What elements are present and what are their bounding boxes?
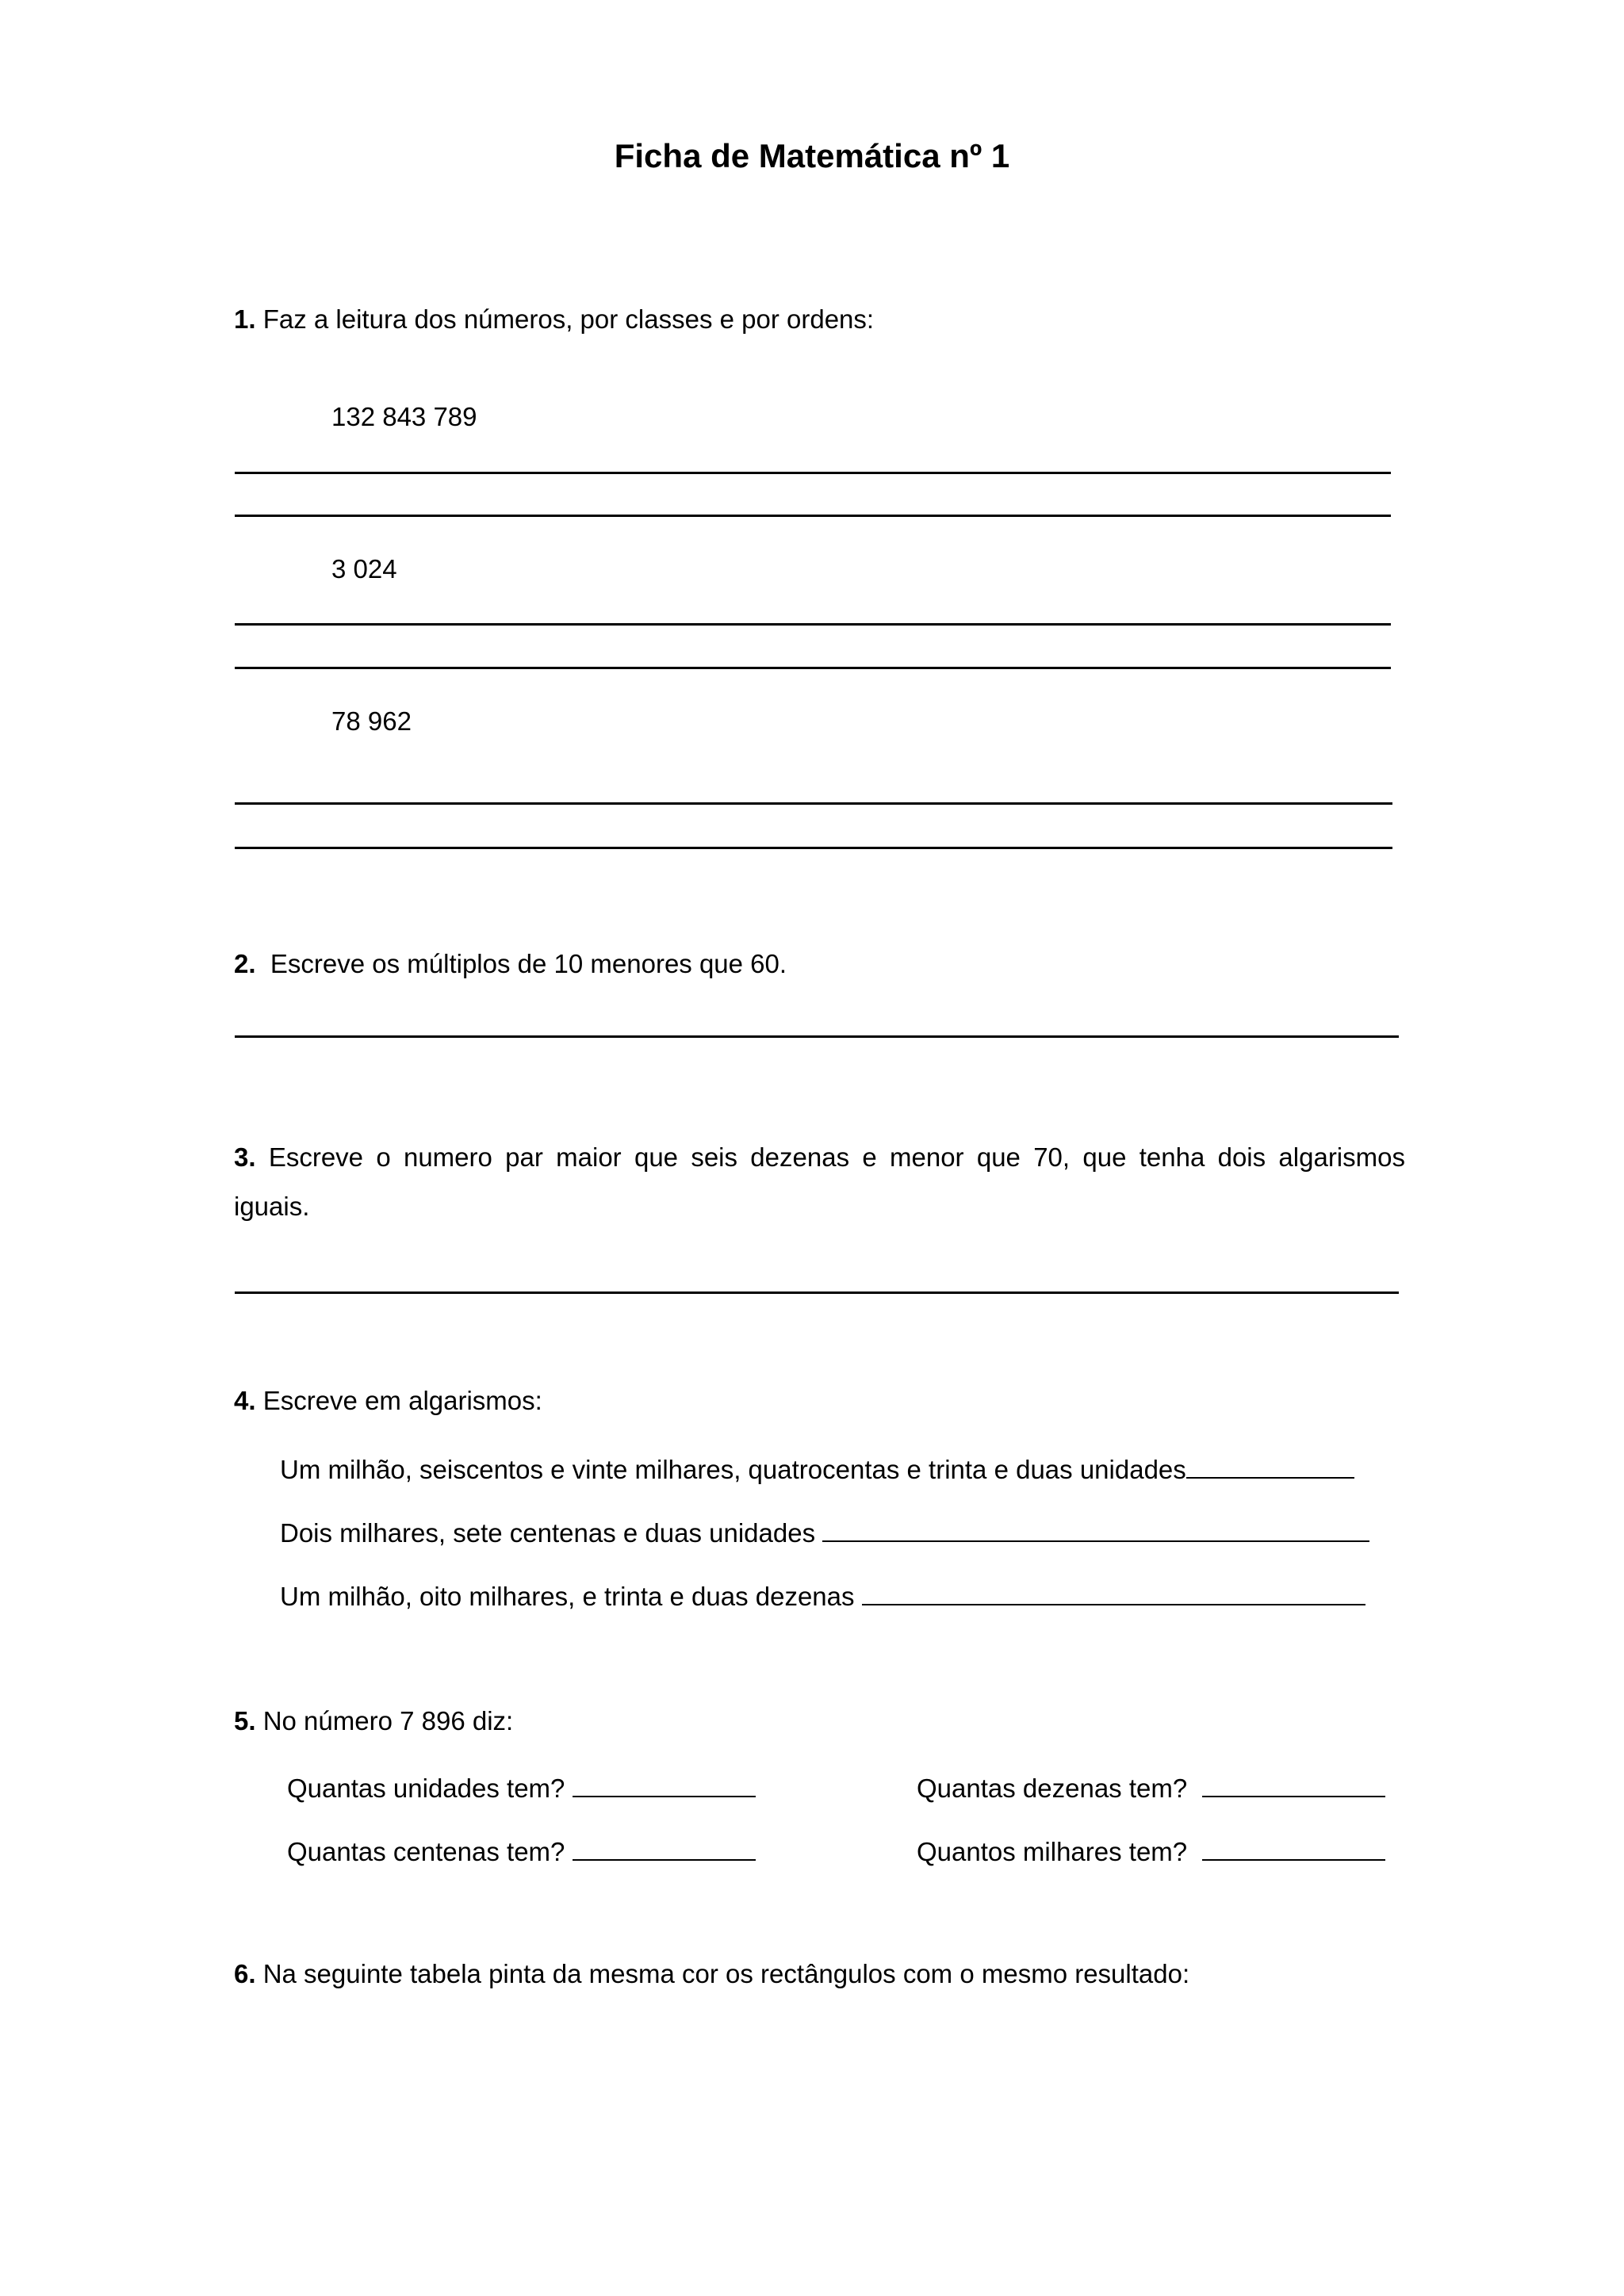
q1-number-2: 3 024 [331, 554, 397, 584]
q5-unidades-label: Quantas unidades tem? [287, 1774, 565, 1803]
q1-answer-line-1b[interactable] [235, 515, 1391, 517]
q5-unidades-blank[interactable] [573, 1769, 756, 1797]
q4-item-2-blank[interactable] [822, 1513, 1369, 1542]
q4-item-1-text: Um milhão, seiscentos e vinte milhares, quatrocentas e trinta e duas unidades [280, 1455, 1186, 1484]
q5-dezenas [917, 1769, 1385, 1804]
q1-number-1: 132 843 789 [331, 402, 477, 431]
question-4 [234, 1385, 542, 1417]
question-3-line-1 [234, 1142, 1405, 1173]
q2-answer-line[interactable] [235, 1035, 1399, 1038]
q4-item-3 [280, 1577, 1365, 1613]
question-6-number: 6. [234, 1959, 256, 1988]
question-2 [234, 948, 787, 980]
q4-item-2 [280, 1513, 1369, 1549]
q5-milhares-blank[interactable] [1202, 1832, 1385, 1861]
q5-milhares-label: Quantos milhares tem? [917, 1837, 1188, 1866]
question-2-number: 2. [234, 949, 256, 978]
q5-dezenas-blank[interactable] [1202, 1769, 1385, 1797]
question-4-number: 4. [234, 1386, 256, 1415]
q4-item-3-blank[interactable] [862, 1577, 1365, 1605]
q5-centenas-label: Quantas centenas tem? [287, 1837, 565, 1866]
q1-answer-line-3b[interactable] [235, 847, 1392, 849]
question-2-text: Escreve os múltiplos de 10 menores que 60. [270, 949, 787, 978]
question-1-text: Faz a leitura dos números, por classes e por ordens: [262, 304, 875, 334]
q3-answer-line[interactable] [235, 1292, 1399, 1294]
question-5-number: 5. [234, 1706, 256, 1735]
q4-item-1-blank[interactable] [1186, 1450, 1354, 1479]
question-5-text: No número 7 896 diz: [262, 1706, 514, 1735]
q5-centenas [287, 1832, 756, 1868]
q4-item-2-text: Dois milhares, sete centenas e duas unidades [280, 1518, 816, 1548]
q1-answer-line-3a[interactable] [235, 802, 1392, 805]
question-4-text: Escreve em algarismos: [262, 1386, 542, 1415]
q1-answer-line-2a[interactable] [235, 623, 1391, 626]
q4-item-3-text: Um milhão, oito milhares, e trinta e duas dezenas [280, 1582, 855, 1611]
q4-item-1 [280, 1450, 1354, 1486]
q1-number-3: 78 962 [331, 706, 412, 736]
question-3-text-line-2: iguais. [234, 1192, 310, 1221]
q5-unidades [287, 1769, 756, 1804]
question-5 [234, 1705, 513, 1737]
q5-dezenas-label: Quantas dezenas tem? [917, 1774, 1188, 1803]
q5-milhares [917, 1832, 1385, 1868]
question-3-number: 3. [234, 1142, 256, 1172]
question-6 [234, 1958, 1189, 1990]
q1-answer-line-2b[interactable] [235, 667, 1391, 669]
q5-centenas-blank[interactable] [573, 1832, 756, 1861]
q1-answer-line-1a[interactable] [235, 472, 1391, 474]
question-1 [234, 304, 874, 335]
question-6-text: Na seguinte tabela pinta da mesma cor os rectângulos com o mesmo resultado: [262, 1959, 1190, 1988]
question-3-text-line-1: Escreve o numero par maior que seis dezenas e menor que 70, que tenha dois algarismos [268, 1142, 1405, 1172]
page-title: Ficha de Matemática nº 1 [614, 137, 1010, 174]
question-1-number: 1. [234, 304, 256, 334]
